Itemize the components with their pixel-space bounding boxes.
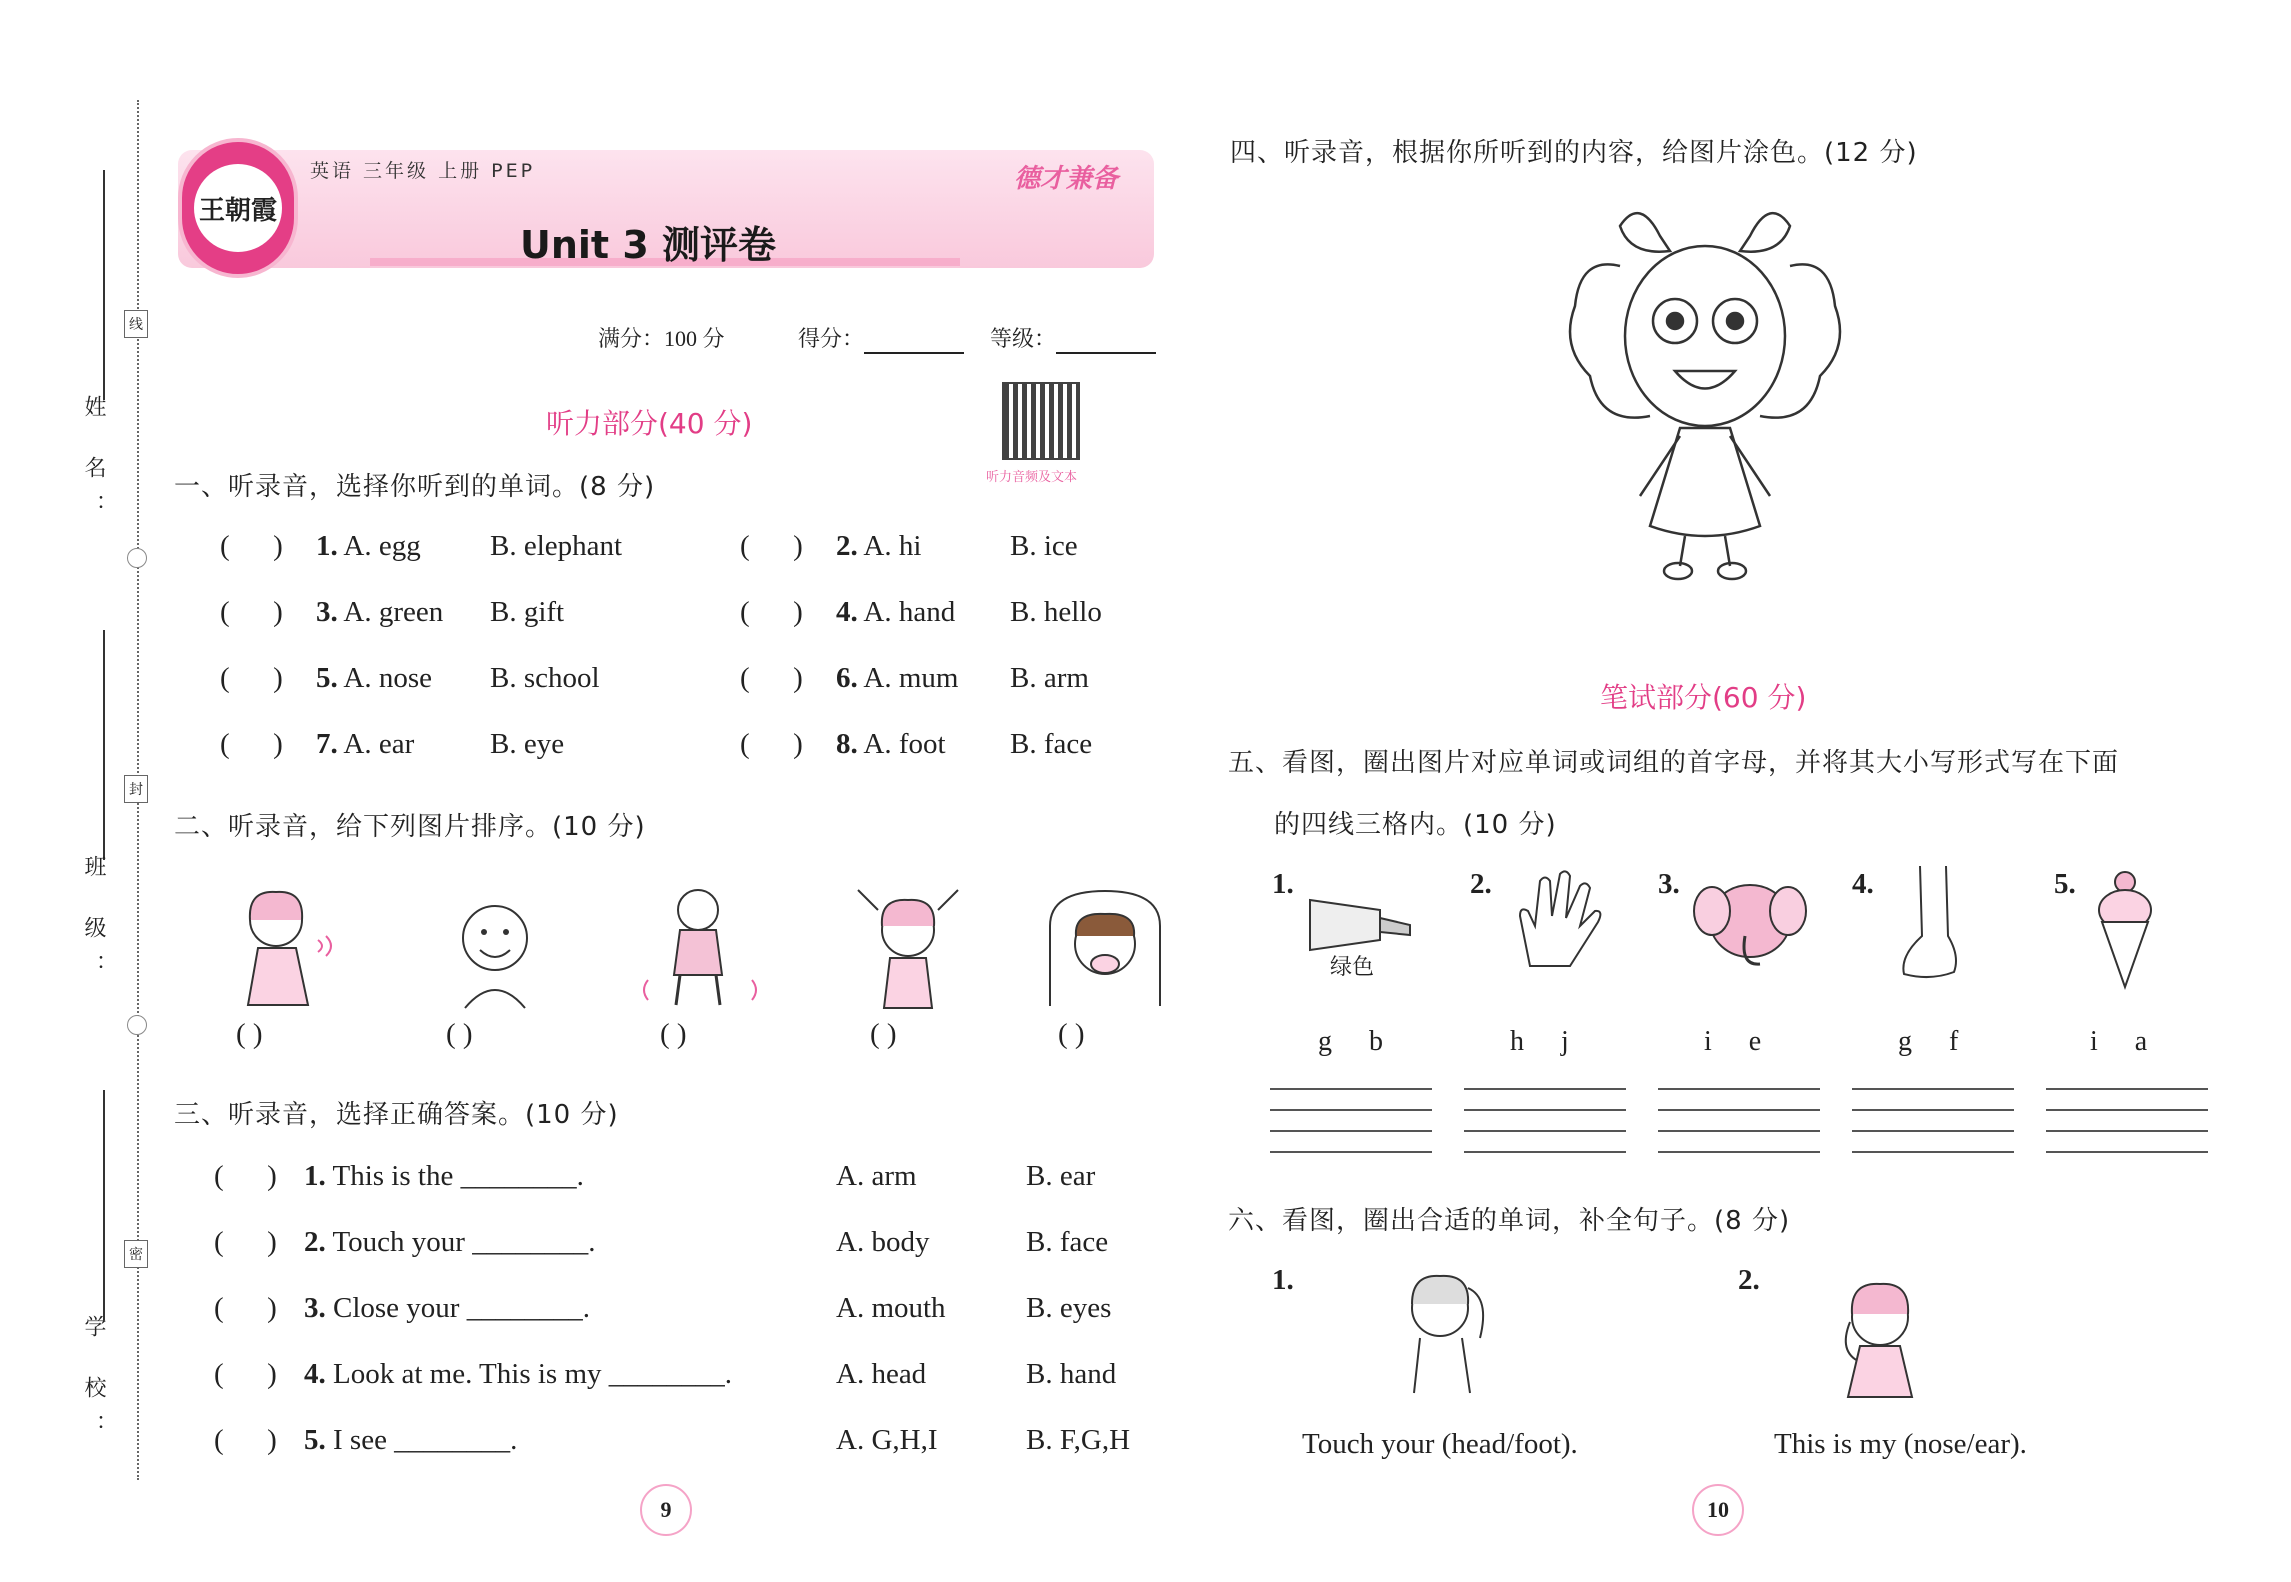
option-a: A. green [343, 596, 444, 628]
s1-q2 [836, 530, 921, 563]
qr-code-icon[interactable] [1002, 382, 1080, 460]
option-a: A. nose [343, 662, 433, 694]
s1-q6-b: B. arm [1010, 662, 1089, 694]
s5-num-1: 1. [1272, 868, 1294, 900]
q-num: 2. [836, 530, 858, 562]
s1-q5-b: B. school [490, 662, 600, 694]
answer-paren[interactable]: ( ) [220, 662, 283, 694]
answer-paren[interactable]: ( ) [740, 662, 803, 694]
q-num: 7. [316, 728, 338, 760]
s3-q5 [304, 1424, 517, 1457]
q-num: 1. [304, 1160, 326, 1192]
s1-q7-b: B. eye [490, 728, 565, 760]
answer-paren[interactable]: ( ) [740, 728, 803, 760]
option-a: A. foot [863, 728, 946, 760]
q-text: This is the ________. [332, 1160, 584, 1192]
score-label: 得分： [798, 327, 865, 352]
class-label: 班 级： [81, 855, 106, 992]
option-a: A. hand [863, 596, 956, 628]
writing-section-title: 笔试部分(60 分) [1600, 681, 1807, 714]
answer-paren[interactable]: ( ) [214, 1160, 277, 1192]
foot-picture [1890, 866, 1970, 986]
section5-heading-line2: 的四线三格内。(10 分) [1274, 810, 1557, 840]
name-write-line [103, 170, 105, 400]
girl-touching-ear-picture [218, 880, 348, 1010]
school-label: 学 校： [81, 1315, 106, 1452]
page-number-right: 10 [1692, 1484, 1744, 1536]
girl-touching-head-picture [1390, 1258, 1500, 1398]
s3-q4-a: A. head [836, 1358, 927, 1390]
q-text: Close your ________. [333, 1292, 590, 1324]
series-label: 英语 三年级 上册 PEP [310, 160, 536, 182]
s1-q5 [316, 662, 432, 695]
answer-paren[interactable]: ( ) [220, 596, 283, 628]
q-num: 2. [304, 1226, 326, 1258]
s5-num-4: 4. [1852, 868, 1874, 900]
q-num: 5. [316, 662, 338, 694]
grade-label: 等级： [990, 327, 1057, 352]
motto-badge: 德才兼备 [1014, 164, 1119, 194]
school-write-line [103, 1090, 105, 1320]
answer-paren[interactable]: ( ) [214, 1424, 277, 1456]
punch-hole-icon [127, 548, 147, 568]
name-label: 姓 名： [81, 395, 106, 532]
section4-heading: 四、听录音，根据你所听到的内容，给图片涂色。(12 分) [1230, 138, 1918, 168]
four-line-grid-5[interactable] [2046, 1088, 2208, 1154]
s1-q6 [836, 662, 958, 695]
s1-q7 [316, 728, 414, 761]
boy-face-picture [440, 890, 550, 1010]
s3-q1-b: B. ear [1026, 1160, 1096, 1192]
boy-touching-knees-picture [630, 880, 770, 1010]
s5-letters-1[interactable]: g b [1318, 1026, 1383, 1057]
option-a: A. mum [863, 662, 959, 694]
qr-caption: 听力音频及文本 [986, 470, 1078, 485]
s6-num-2: 2. [1738, 1264, 1760, 1296]
option-a: A. egg [343, 530, 421, 562]
s5-num-2: 2. [1470, 868, 1492, 900]
order-paren[interactable]: ( ) [236, 1018, 263, 1050]
section2-heading: 二、听录音，给下列图片排序。(10 分) [174, 812, 646, 842]
s6-sentence-2[interactable]: This is my (nose/ear). [1774, 1428, 2027, 1460]
q-num: 6. [836, 662, 858, 694]
s1-q3 [316, 596, 443, 629]
q-text: Touch your ________. [332, 1226, 596, 1258]
s3-q5-b: B. F,G,H [1026, 1424, 1131, 1456]
section1-heading: 一、听录音，选择你听到的单词。(8 分) [174, 472, 656, 502]
q-num: 5. [304, 1424, 326, 1456]
s1-q8-b: B. face [1010, 728, 1093, 760]
q-num: 4. [836, 596, 858, 628]
s1-q3-b: B. gift [490, 596, 565, 628]
boy-covering-mouth-picture [1040, 886, 1170, 1011]
paint-caption: 绿色 [1330, 955, 1375, 980]
brand-logo [178, 138, 298, 278]
s1-q8 [836, 728, 946, 761]
girl-coloring-picture [1560, 196, 1850, 586]
grade-field [990, 322, 1156, 354]
girl-touching-ear-picture [1820, 1262, 1940, 1402]
answer-paren[interactable]: ( ) [220, 530, 283, 562]
q-num: 3. [316, 596, 338, 628]
s3-q3 [304, 1292, 590, 1325]
s5-num-3: 3. [1658, 868, 1680, 900]
section5-heading-line1: 五、看图，圈出图片对应单词或词组的首字母，并将其大小写形式写在下面 [1228, 748, 2120, 778]
q-num: 3. [304, 1292, 326, 1324]
q-num: 8. [836, 728, 858, 760]
option-a: A. hi [863, 530, 922, 562]
four-line-grid-1[interactable] [1270, 1088, 1432, 1154]
seal-box-secret: 密 [124, 1240, 148, 1268]
answer-paren[interactable]: ( ) [214, 1292, 277, 1324]
s6-sentence-1[interactable]: Touch your (head/foot). [1302, 1428, 1578, 1460]
answer-paren[interactable]: ( ) [214, 1226, 277, 1258]
answer-paren[interactable]: ( ) [220, 728, 283, 760]
s3-q4 [304, 1358, 732, 1391]
s3-q4-b: B. hand [1026, 1358, 1117, 1390]
q-num: 1. [316, 530, 338, 562]
section3-heading: 三、听录音，选择正确答案。(10 分) [174, 1100, 619, 1130]
score-blank[interactable] [864, 327, 964, 354]
hand-picture [1500, 866, 1610, 976]
answer-paren[interactable]: ( ) [214, 1358, 277, 1390]
answer-paren[interactable]: ( ) [740, 596, 803, 628]
section6-heading: 六、看图，圈出合适的单词，补全句子。(8 分) [1228, 1206, 1791, 1236]
s5-letters-2[interactable]: h j [1510, 1026, 1569, 1057]
s5-num-5: 5. [2054, 868, 2076, 900]
listening-section-title: 听力部分(40 分) [546, 407, 753, 440]
seal-box-line: 线 [124, 310, 148, 338]
order-paren[interactable]: ( ) [446, 1018, 473, 1050]
s1-q4-b: B. hello [1010, 596, 1102, 628]
punch-hole-icon [127, 1015, 147, 1035]
s5-letters-3[interactable]: i e [1704, 1026, 1762, 1057]
s1-q1 [316, 530, 421, 563]
s6-num-1: 1. [1272, 1264, 1294, 1296]
class-write-line [103, 630, 105, 860]
option-a: A. ear [343, 728, 415, 760]
order-paren[interactable]: ( ) [1058, 1018, 1085, 1050]
girl-waving-picture [838, 880, 978, 1010]
q-text: Look at me. This is my ________. [333, 1358, 733, 1390]
elephant-picture [1690, 866, 1810, 976]
s3-q2-a: A. body [836, 1226, 930, 1258]
page-number-left: 9 [640, 1484, 692, 1536]
s3-q3-a: A. mouth [836, 1292, 946, 1324]
s1-q1-b: B. elephant [490, 530, 623, 562]
q-text: I see ________. [333, 1424, 518, 1456]
s1-q2-b: B. ice [1010, 530, 1078, 562]
logo-text: 王朝霞 [194, 164, 282, 252]
s3-q3-b: B. eyes [1026, 1292, 1112, 1324]
score-field [798, 322, 964, 354]
paint-tube-picture [1300, 880, 1420, 960]
four-line-grid-2[interactable] [1464, 1088, 1626, 1154]
seal-box-seal: 封 [124, 775, 148, 803]
s5-letters-5[interactable]: i a [2090, 1026, 2148, 1057]
s3-q2-b: B. face [1026, 1226, 1109, 1258]
full-score: 满分：100 分 [598, 326, 725, 351]
page-title: Unit 3 测评卷 [520, 223, 776, 267]
four-line-grid-4[interactable] [1852, 1088, 2014, 1154]
four-line-grid-3[interactable] [1658, 1088, 1820, 1154]
s1-q4 [836, 596, 955, 629]
ice-cream-picture [2090, 862, 2160, 992]
s3-q2 [304, 1226, 595, 1259]
grade-blank[interactable] [1056, 327, 1156, 354]
answer-paren[interactable]: ( ) [740, 530, 803, 562]
q-num: 4. [304, 1358, 326, 1390]
s3-q1-a: A. arm [836, 1160, 917, 1192]
s3-q1 [304, 1160, 584, 1193]
s5-letters-4[interactable]: g f [1898, 1026, 1959, 1057]
order-paren[interactable]: ( ) [870, 1018, 897, 1050]
s3-q5-a: A. G,H,I [836, 1424, 938, 1456]
order-paren[interactable]: ( ) [660, 1018, 687, 1050]
